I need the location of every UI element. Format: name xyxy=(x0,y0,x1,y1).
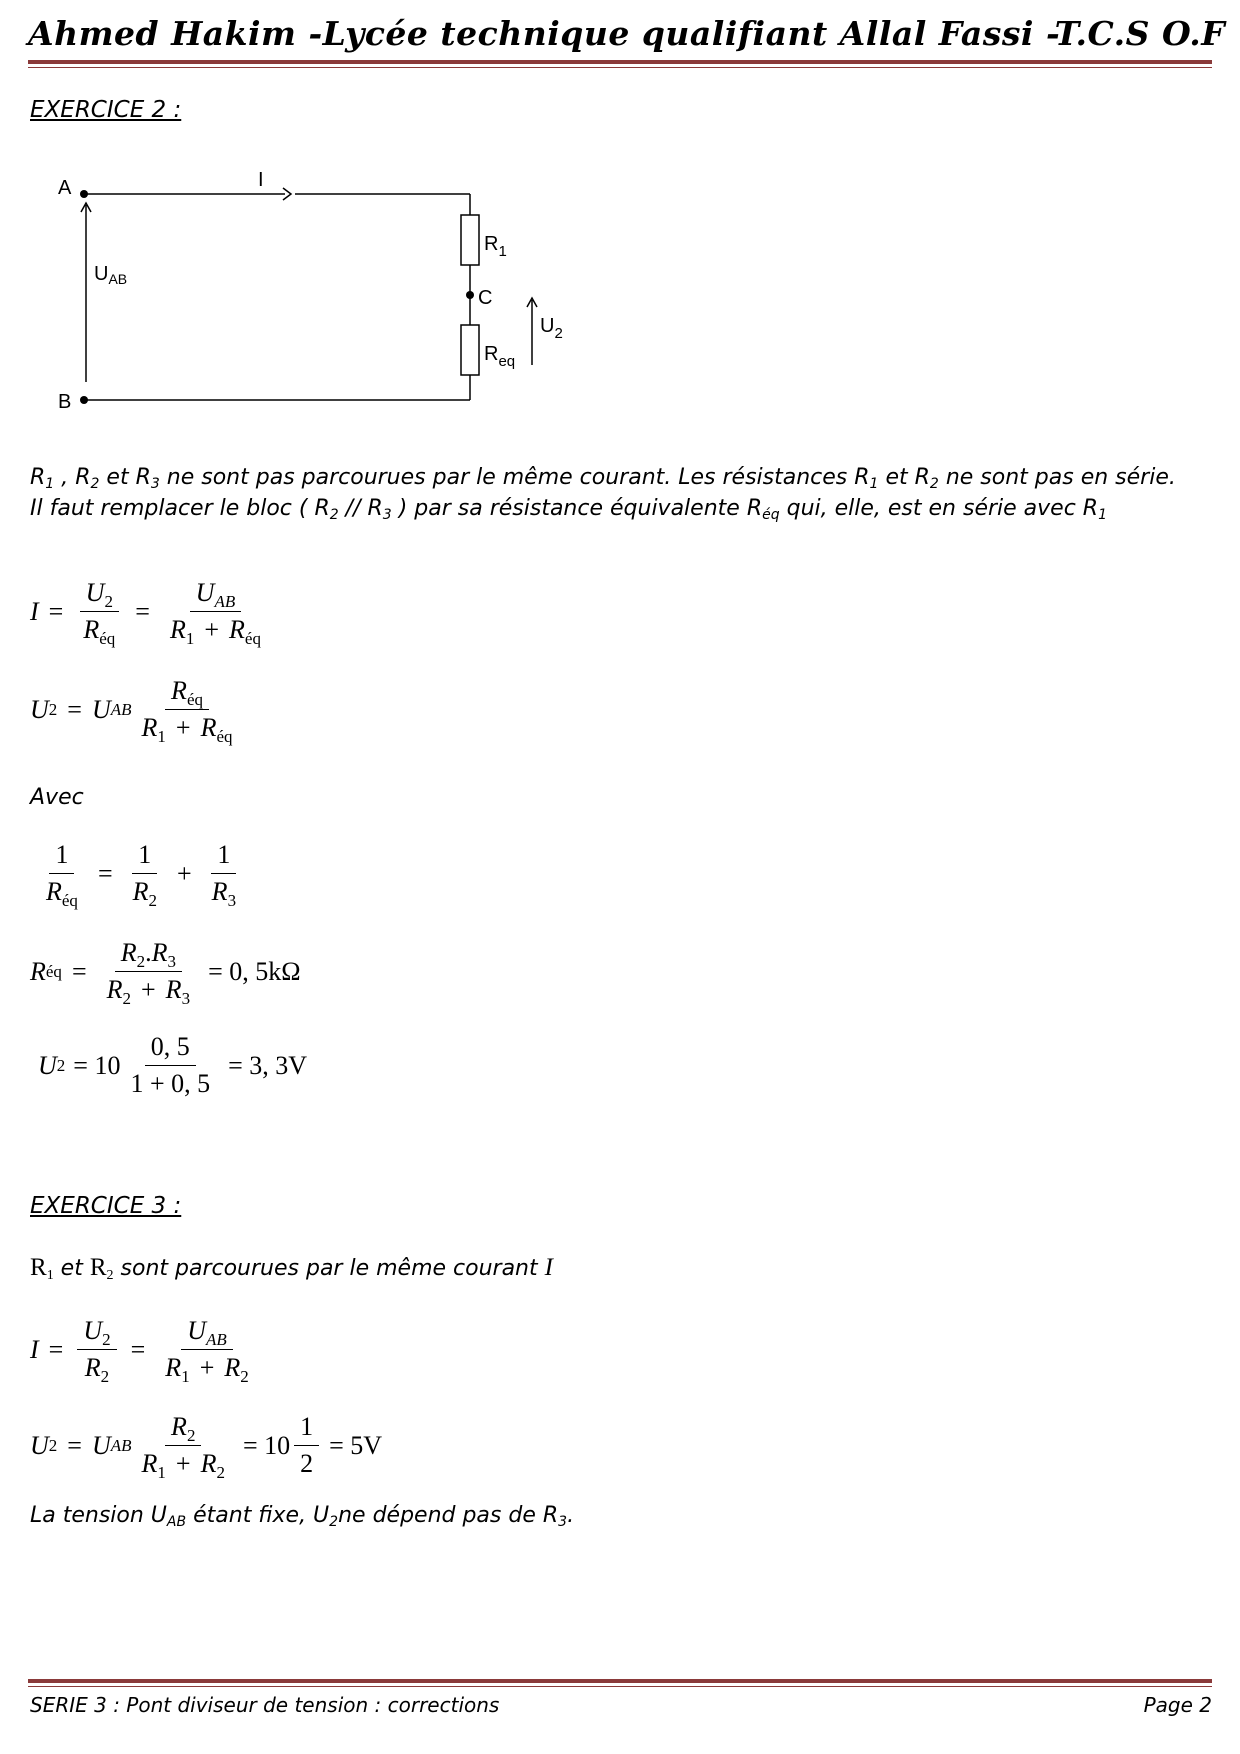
ex3-equation-u2: U 2 = U AB $\frac{R_2}{R_1 + R_2}$ = 10 $\frac{1}{2}$ = 5V xyxy=(30,1412,383,1482)
resistor-req xyxy=(461,325,479,375)
header-rule-thin xyxy=(28,67,1212,68)
footer-rule-thin xyxy=(28,1686,1212,1687)
circuit-diagram xyxy=(40,160,600,420)
node-c-label: C xyxy=(478,287,493,309)
avec-label: Avec xyxy=(30,785,84,810)
node-b-dot xyxy=(80,396,88,404)
exercise-3-conclusion: La tension $U_{AB}$ étant fixe, $U_2ne$ dépend pas de $R_3$. xyxy=(30,1503,575,1530)
ex2-equation-current: I = $\frac{U_2}{R_{éq}}$ = $\frac{U_{AB}}{R_1 + R_{éq}}$ xyxy=(30,578,261,648)
ex2-equation-parallel: $\frac{1}{R_{éq}}$ = $\frac{1}{R_2}$ + $\frac{1}{R_3}$ xyxy=(46,840,237,910)
exercise-3-title: EXERCICE 3 : xyxy=(30,1193,182,1219)
footer-rule-thick xyxy=(28,1679,1212,1683)
exercise-3-intro: $R_1$ et $R_2$ sont parcourues par le même courant I xyxy=(30,1254,553,1283)
req-label: $R_{eq}$ xyxy=(484,343,516,370)
node-a-label: A xyxy=(58,177,72,199)
resistor-r1 xyxy=(461,215,479,265)
r1-label: $R_1$ xyxy=(484,233,507,260)
uab-label: $U_{AB}$ xyxy=(94,263,128,287)
node-c-dot xyxy=(466,291,474,299)
exercise-2-explanation: $R_1$ , $R_2$ et $R_3$ ne sont pas parcourues par le même courant. Les résistances $R_1$ et $R_2$ ne sont pas en série. Il faut remplacer le bloc ( $R_2 // R_3$ ) par sa résistance équivalente $R_{éq}$ qui, elle, est en série avec $R_1$ xyxy=(30,465,1176,523)
node-a-dot xyxy=(80,190,88,198)
page-header-title: Ahmed Hakim -Lycée technique qualifiant Allal Fassi -T.C.S O.F xyxy=(28,14,1226,53)
ex2-equation-req: R éq = $\frac{R_2.R_3}{R_2 + R_3}$ = 0, 5kΩ xyxy=(30,938,301,1008)
exercise-2-title: EXERCICE 2 : xyxy=(30,97,182,123)
footer-page-number: Page 2 xyxy=(1143,1693,1212,1717)
ex2-equation-u2: U 2 = U AB $\frac{R_{éq}}{R_1 + R_{éq}}$ xyxy=(30,676,233,746)
ex2-equation-u2-value: U 2 = 10 $\frac{0, 5}{1 + 0, 5}$ = 3, 3V xyxy=(38,1032,308,1098)
header-rule-thick xyxy=(28,60,1212,64)
u2-label: $U_2$ xyxy=(540,315,563,342)
current-label: I xyxy=(258,169,264,191)
footer-series-title: SERIE 3 : Pont diviseur de tension : corrections xyxy=(30,1693,500,1717)
node-b-label: B xyxy=(58,391,72,413)
ex3-equation-current: I = $\frac{U_2}{R_2}$ = $\frac{U_{AB}}{R_1 + R_2}$ xyxy=(30,1316,249,1386)
